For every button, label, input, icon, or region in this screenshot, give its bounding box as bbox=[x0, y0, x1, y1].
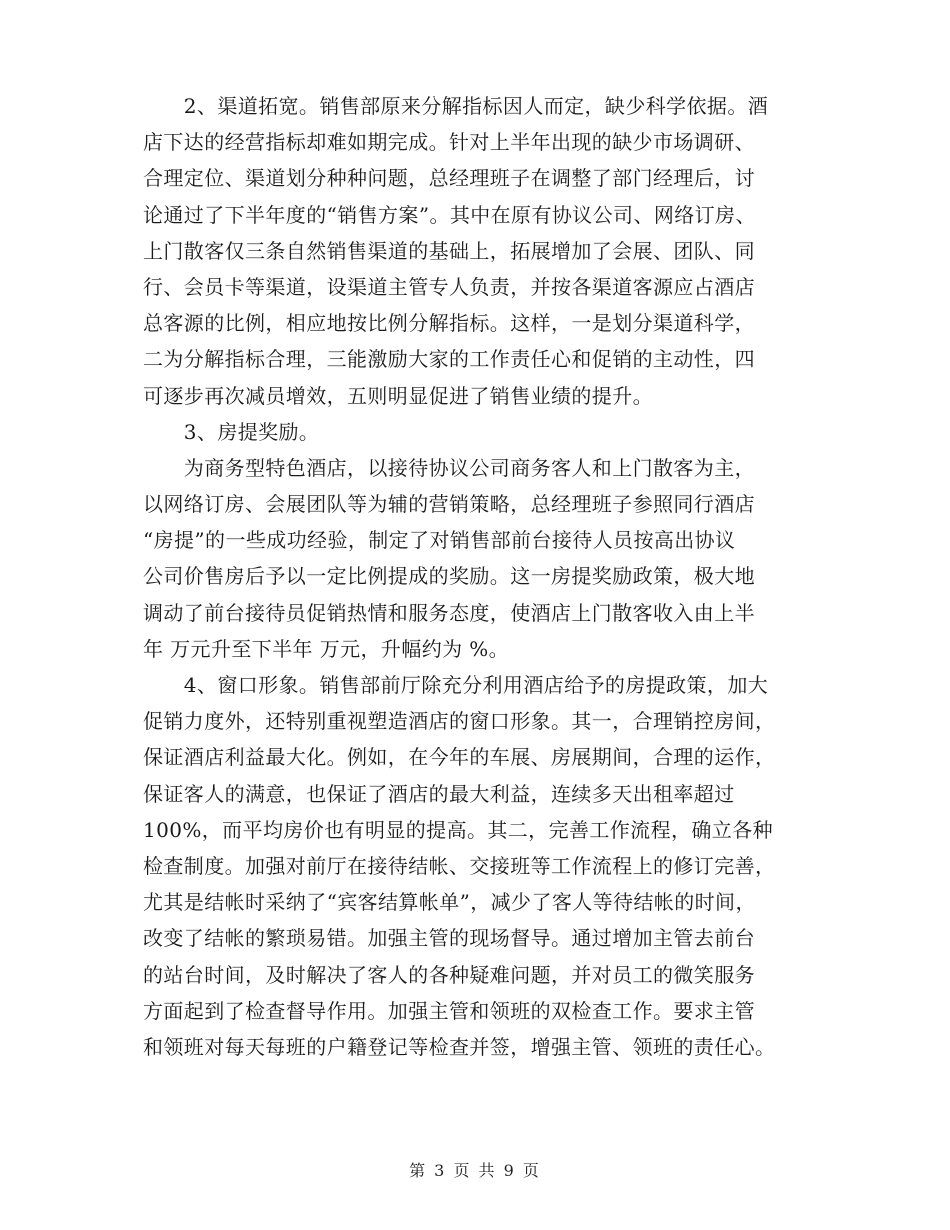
text-line: 检查制度。加强对前厅在接待结帐、交接班等工作流程上的修订完善， bbox=[143, 853, 776, 878]
text-line: 调动了前台接待员促销热情和服务态度，使酒店上门散客收入由上半 bbox=[143, 600, 755, 625]
text-line: 4、窗口形象。销售部前厅除充分利用酒店给予的房提政策，加大 bbox=[143, 673, 769, 697]
text-line: 方面起到了检查督导作用。加强主管和领班的双检查工作。要求主管 bbox=[143, 998, 755, 1023]
text-line: 上门散客仅三条自然销售渠道的基础上，拓展增加了会展、团队、同 bbox=[143, 238, 755, 263]
text-line: 的站台时间，及时解决了客人的各种疑难问题，并对员工的微笑服务 bbox=[143, 962, 755, 987]
paragraph-channel-expansion bbox=[143, 88, 807, 414]
text-line: 总客源的比例，相应地按比例分解指标。这样，一是划分渠道科学， bbox=[143, 311, 755, 336]
text-line: 行、会员卡等渠道，设渠道主管专人负责，并按各渠道客源应占酒店 bbox=[143, 274, 755, 299]
paragraph-room-commission bbox=[143, 450, 807, 667]
text-line: 促销力度外，还特别重视塑造酒店的窗口形象。其一，合理销控房间， bbox=[143, 709, 776, 734]
text-line: 保证酒店利益最大化。例如，在今年的车展、房展期间，合理的运作， bbox=[143, 745, 776, 770]
text-line: 以网络订房、会展团队等为辅的营销策略，总经理班子参照同行酒店 bbox=[143, 492, 755, 517]
text-line: 店下达的经营指标却难如期完成。针对上半年出现的缺少市场调研、 bbox=[143, 130, 755, 155]
page-number-footer: 第 3 页 共 9 页 bbox=[409, 1161, 541, 1180]
text-line: 公司价售房后予以一定比例提成的奖励。这一房提奖励政策，极大地 bbox=[143, 564, 755, 589]
text-line: 为商务型特色酒店，以接待协议公司商务客人和上门散客为主， bbox=[143, 455, 755, 480]
text-line: 100%，而平均房价也有明显的提高。其二，完善工作流程，确立各种 bbox=[143, 817, 773, 842]
text-line: 论通过了下半年度的“销售方案”。其中在原有协议公司、网络订房、 bbox=[143, 202, 756, 227]
text-line: “房提”的一些成功经验，制定了对销售部前台接待人员按高出协议 bbox=[143, 528, 736, 553]
text-line: 和领班对每天每班的户籍登记等检查并签，增强主管、领班的责任心。 bbox=[143, 1034, 776, 1059]
text-line: 2、渠道拓宽。销售部原来分解指标因人而定，缺少科学依据。酒 bbox=[143, 94, 769, 118]
text-line: 保证客人的满意，也保证了酒店的最大利益，连续多天出租率超过 bbox=[143, 781, 735, 806]
document-body bbox=[143, 88, 807, 1065]
text-line: 3、房提奖励。 bbox=[143, 419, 320, 444]
section-heading-room-commission bbox=[143, 414, 807, 450]
paragraph-window-image bbox=[143, 667, 807, 1065]
text-line: 二为分解指标合理，三能激励大家的工作责任心和促销的主动性，四 bbox=[143, 347, 755, 372]
text-line: 合理定位、渠道划分种种问题，总经理班子在调整了部门经理后，讨 bbox=[143, 166, 755, 191]
text-line: 改变了结帐的繁琐易错。加强主管的现场督导。通过增加主管去前台 bbox=[143, 926, 755, 951]
text-line: 可逐步再次减员增效，五则明显促进了销售业绩的提升。 bbox=[143, 383, 653, 408]
text-line: 尤其是结帐时采纳了“宾客结算帐单”，减少了客人等待结帐的时间， bbox=[143, 890, 756, 915]
text-line: 年 万元升至下半年 万元，升幅约为 %。 bbox=[143, 636, 510, 661]
